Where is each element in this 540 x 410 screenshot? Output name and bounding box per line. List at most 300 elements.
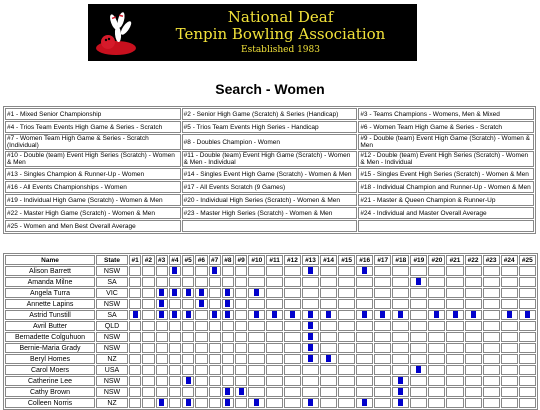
category-cell xyxy=(195,299,207,309)
category-cell xyxy=(320,299,337,309)
category-cell xyxy=(156,354,168,364)
category-cell xyxy=(374,365,391,375)
category-cell: #12 - Double (team) Event High Series (Scratch) - Women & Men - Individual xyxy=(358,151,534,167)
achievement-marker xyxy=(225,300,230,307)
category-cell xyxy=(169,354,181,364)
category-cell xyxy=(338,387,355,397)
category-cell xyxy=(266,398,283,408)
category-cell xyxy=(483,310,500,320)
category-cell: #25 - Women and Men Best Overall Average xyxy=(5,220,181,232)
table-row xyxy=(5,332,536,342)
category-cell xyxy=(182,220,358,232)
category-cell xyxy=(428,354,445,364)
category-cell xyxy=(356,310,373,320)
achievement-marker xyxy=(159,311,164,318)
achievement-marker xyxy=(172,267,177,274)
table-row xyxy=(5,398,536,408)
category-cell xyxy=(222,266,234,276)
achievement-marker xyxy=(199,300,204,307)
achievement-marker xyxy=(172,289,177,296)
category-cell xyxy=(428,376,445,386)
category-cell xyxy=(182,398,194,408)
category-cell xyxy=(302,332,319,342)
category-column-header: #16 xyxy=(356,255,373,265)
category-cell xyxy=(235,398,247,408)
achievement-marker xyxy=(186,399,191,406)
category-cell xyxy=(392,277,409,287)
achievement-marker xyxy=(380,311,385,318)
category-cell xyxy=(156,310,168,320)
category-cell xyxy=(465,387,482,397)
category-cell xyxy=(483,332,500,342)
category-cell xyxy=(483,277,500,287)
table-row xyxy=(5,321,536,331)
achievement-marker xyxy=(308,267,313,274)
category-cell xyxy=(209,387,221,397)
category-cell xyxy=(284,387,301,397)
achievement-marker xyxy=(225,311,230,318)
category-cell xyxy=(302,365,319,375)
category-cell xyxy=(248,354,265,364)
category-cell xyxy=(320,266,337,276)
category-cell xyxy=(209,288,221,298)
category-cell: #2 - Senior High Game (Scratch) & Series (Handicap) xyxy=(182,108,358,120)
category-cell xyxy=(410,365,427,375)
category-cell xyxy=(338,354,355,364)
category-cell: #10 - Double (team) Event High Series (Scratch) - Women & Men xyxy=(5,151,181,167)
category-cell xyxy=(483,398,500,408)
category-cell xyxy=(222,365,234,375)
category-cell xyxy=(284,310,301,320)
category-cell xyxy=(182,321,194,331)
category-cell xyxy=(182,387,194,397)
achievement-marker xyxy=(308,333,313,340)
category-cell xyxy=(483,321,500,331)
category-cell xyxy=(501,266,518,276)
achievement-marker xyxy=(362,399,367,406)
category-cell xyxy=(266,288,283,298)
category-cell xyxy=(248,266,265,276)
category-cell xyxy=(338,365,355,375)
category-cell xyxy=(248,321,265,331)
category-cell xyxy=(338,299,355,309)
category-cell xyxy=(374,343,391,353)
category-cell xyxy=(169,288,181,298)
category-column-header: #14 xyxy=(320,255,337,265)
category-cell xyxy=(392,376,409,386)
category-cell xyxy=(356,365,373,375)
category-cell xyxy=(428,321,445,331)
category-cell xyxy=(356,288,373,298)
category-cell xyxy=(195,266,207,276)
category-cell xyxy=(129,277,141,287)
results-header-row xyxy=(5,255,536,265)
category-cell xyxy=(356,277,373,287)
category-row xyxy=(5,134,534,150)
category-cell xyxy=(465,354,482,364)
category-cell xyxy=(410,321,427,331)
category-cell xyxy=(410,332,427,342)
category-cell xyxy=(266,310,283,320)
category-cell xyxy=(410,376,427,386)
table-row xyxy=(5,299,536,309)
achievement-marker xyxy=(308,311,313,318)
category-cell xyxy=(356,387,373,397)
category-cell xyxy=(222,354,234,364)
category-cell xyxy=(392,266,409,276)
category-cell xyxy=(182,277,194,287)
category-cell xyxy=(129,266,141,276)
category-cell xyxy=(248,376,265,386)
category-cell xyxy=(142,343,154,353)
category-cell xyxy=(501,332,518,342)
category-cell xyxy=(302,310,319,320)
category-cell xyxy=(182,343,194,353)
category-column-header: #22 xyxy=(465,255,482,265)
category-cell xyxy=(501,288,518,298)
category-cell xyxy=(302,266,319,276)
category-cell xyxy=(428,277,445,287)
banner-title-line2: Tenpin Bowling Association xyxy=(175,24,386,43)
category-cell xyxy=(209,332,221,342)
category-cell xyxy=(302,387,319,397)
association-banner xyxy=(88,4,417,61)
category-cell xyxy=(284,343,301,353)
category-cell xyxy=(465,343,482,353)
category-cell xyxy=(374,288,391,298)
category-cell xyxy=(169,332,181,342)
achievement-marker xyxy=(362,267,367,274)
category-cell xyxy=(182,354,194,364)
state-column-header: State xyxy=(96,255,128,265)
bowler-name: Annette Lapins xyxy=(5,299,95,309)
category-cell xyxy=(129,299,141,309)
category-cell xyxy=(356,266,373,276)
category-cell xyxy=(428,398,445,408)
category-cell xyxy=(519,387,536,397)
category-cell xyxy=(519,266,536,276)
category-cell xyxy=(358,220,534,232)
category-cell: #21 - Master & Queen Champion & Runner-Up xyxy=(358,194,534,206)
category-cell xyxy=(519,365,536,375)
category-cell xyxy=(266,299,283,309)
bowler-state: NSW xyxy=(96,376,128,386)
category-cell xyxy=(428,343,445,353)
category-column-header: #6 xyxy=(195,255,207,265)
category-cell xyxy=(428,288,445,298)
category-row xyxy=(5,220,534,232)
category-cell xyxy=(338,376,355,386)
bowler-name: Carol Moers xyxy=(5,365,95,375)
category-cell xyxy=(410,343,427,353)
category-cell xyxy=(392,365,409,375)
category-cell xyxy=(302,299,319,309)
category-cell xyxy=(356,343,373,353)
achievement-marker xyxy=(471,311,476,318)
category-cell xyxy=(519,277,536,287)
category-cell xyxy=(519,288,536,298)
table-row xyxy=(5,387,536,397)
category-cell xyxy=(142,288,154,298)
page-title: Search - Women xyxy=(215,81,325,97)
category-cell xyxy=(156,321,168,331)
category-cell: #4 - Trios Team Events High Game & Series - Scratch xyxy=(5,121,181,133)
category-cell xyxy=(222,310,234,320)
category-cell xyxy=(465,332,482,342)
bowler-state: NZ xyxy=(96,398,128,408)
category-cell xyxy=(483,387,500,397)
category-cell xyxy=(483,376,500,386)
category-cell xyxy=(156,266,168,276)
category-cell xyxy=(209,343,221,353)
category-legend-table xyxy=(3,106,536,234)
banner-established: Established 1983 xyxy=(241,44,320,55)
category-cell: #8 - Doubles Champion - Women xyxy=(182,134,358,150)
category-cell xyxy=(356,376,373,386)
achievement-marker xyxy=(186,289,191,296)
category-cell xyxy=(320,354,337,364)
category-cell xyxy=(209,266,221,276)
achievement-marker xyxy=(272,311,277,318)
category-cell xyxy=(501,387,518,397)
category-column-header: #1 xyxy=(129,255,141,265)
category-cell xyxy=(129,332,141,342)
category-cell xyxy=(501,321,518,331)
category-cell: #23 - Master High Series (Scratch) - Women & Men xyxy=(182,207,358,219)
category-cell xyxy=(169,321,181,331)
category-cell xyxy=(142,365,154,375)
category-cell xyxy=(465,288,482,298)
category-cell xyxy=(320,343,337,353)
category-cell xyxy=(156,288,168,298)
category-cell xyxy=(248,277,265,287)
bowler-name: Bernie-Maria Grady xyxy=(5,343,95,353)
achievement-marker xyxy=(254,311,259,318)
category-cell xyxy=(222,398,234,408)
category-cell xyxy=(169,398,181,408)
category-cell xyxy=(222,343,234,353)
category-cell xyxy=(248,343,265,353)
category-cell xyxy=(410,310,427,320)
category-cell xyxy=(483,354,500,364)
category-cell xyxy=(248,387,265,397)
category-cell xyxy=(320,365,337,375)
category-cell: #13 - Singles Champion & Runner-Up - Women xyxy=(5,168,181,180)
category-cell xyxy=(428,266,445,276)
category-column-header: #19 xyxy=(410,255,427,265)
category-cell xyxy=(338,266,355,276)
category-cell xyxy=(483,266,500,276)
category-cell: #22 - Master High Game (Scratch) - Women & Men xyxy=(5,207,181,219)
bowler-state: QLD xyxy=(96,321,128,331)
bowler-state: NZ xyxy=(96,354,128,364)
category-cell xyxy=(392,288,409,298)
category-cell xyxy=(501,343,518,353)
achievement-marker xyxy=(290,311,295,318)
category-column-header: #23 xyxy=(483,255,500,265)
category-row xyxy=(5,121,534,133)
bowler-state: NSW xyxy=(96,343,128,353)
category-cell xyxy=(156,365,168,375)
category-cell xyxy=(302,398,319,408)
category-cell: #6 - Women Team High Game & Series - Scratch xyxy=(358,121,534,133)
category-cell xyxy=(169,376,181,386)
table-row xyxy=(5,277,536,287)
achievement-marker xyxy=(308,322,313,329)
category-cell xyxy=(266,376,283,386)
category-cell xyxy=(182,299,194,309)
category-column-header: #2 xyxy=(142,255,154,265)
category-cell xyxy=(519,310,536,320)
category-cell xyxy=(446,288,463,298)
category-cell xyxy=(519,299,536,309)
category-cell xyxy=(195,332,207,342)
category-cell xyxy=(284,277,301,287)
bowler-name: Alison Barrett xyxy=(5,266,95,276)
achievement-marker xyxy=(186,311,191,318)
results-table xyxy=(3,253,538,410)
category-cell xyxy=(392,321,409,331)
category-cell xyxy=(446,376,463,386)
category-cell xyxy=(169,299,181,309)
category-cell xyxy=(501,299,518,309)
category-cell xyxy=(156,398,168,408)
category-cell xyxy=(235,354,247,364)
category-column-header: #25 xyxy=(519,255,536,265)
category-cell xyxy=(222,277,234,287)
category-cell xyxy=(483,299,500,309)
category-cell xyxy=(235,376,247,386)
category-cell xyxy=(266,365,283,375)
category-cell xyxy=(519,398,536,408)
category-cell xyxy=(142,398,154,408)
category-cell xyxy=(446,266,463,276)
category-column-header: #5 xyxy=(182,255,194,265)
category-cell xyxy=(410,387,427,397)
category-cell xyxy=(356,398,373,408)
bowler-name: Angela Turra xyxy=(5,288,95,298)
category-cell xyxy=(483,343,500,353)
table-row xyxy=(5,288,536,298)
category-cell: #19 - Individual High Game (Scratch) - Women & Men xyxy=(5,194,181,206)
category-cell xyxy=(142,266,154,276)
category-cell xyxy=(410,288,427,298)
category-cell xyxy=(501,376,518,386)
achievement-marker xyxy=(434,311,439,318)
category-column-header: #18 xyxy=(392,255,409,265)
category-cell xyxy=(392,310,409,320)
category-cell xyxy=(142,277,154,287)
category-cell xyxy=(428,365,445,375)
category-cell xyxy=(465,277,482,287)
category-cell xyxy=(465,266,482,276)
category-column-header: #9 xyxy=(235,255,247,265)
category-row xyxy=(5,168,534,180)
category-cell xyxy=(338,398,355,408)
banner-title-line1: National Deaf xyxy=(227,7,334,26)
category-cell xyxy=(392,398,409,408)
category-cell xyxy=(222,332,234,342)
category-cell xyxy=(320,288,337,298)
category-cell xyxy=(519,376,536,386)
category-cell xyxy=(129,343,141,353)
category-cell xyxy=(410,354,427,364)
category-cell xyxy=(302,277,319,287)
category-cell xyxy=(156,387,168,397)
category-cell: #5 - Trios Team Events High Series - Handicap xyxy=(182,121,358,133)
category-cell xyxy=(320,376,337,386)
category-cell xyxy=(284,332,301,342)
category-cell xyxy=(374,310,391,320)
category-cell xyxy=(446,354,463,364)
achievement-marker xyxy=(308,399,313,406)
category-cell xyxy=(446,365,463,375)
achievement-marker xyxy=(199,289,204,296)
category-cell xyxy=(519,354,536,364)
category-cell xyxy=(320,332,337,342)
bowler-name: Catherine Lee xyxy=(5,376,95,386)
category-cell xyxy=(209,310,221,320)
category-cell: #15 - Singles Event High Series (Scratch) - Women & Men xyxy=(358,168,534,180)
achievement-marker xyxy=(172,311,177,318)
category-cell xyxy=(222,299,234,309)
category-cell xyxy=(129,310,141,320)
category-cell xyxy=(428,332,445,342)
category-cell xyxy=(501,310,518,320)
category-cell xyxy=(195,387,207,397)
category-cell xyxy=(519,321,536,331)
category-cell xyxy=(266,321,283,331)
category-cell xyxy=(142,376,154,386)
category-cell xyxy=(465,365,482,375)
category-cell xyxy=(248,288,265,298)
category-column-header: #4 xyxy=(169,255,181,265)
bowler-name: Astrid Tunstill xyxy=(5,310,95,320)
category-cell xyxy=(142,387,154,397)
achievement-marker xyxy=(362,311,367,318)
category-cell xyxy=(195,354,207,364)
achievement-marker xyxy=(308,355,313,362)
category-cell xyxy=(392,343,409,353)
category-column-header: #8 xyxy=(222,255,234,265)
achievement-marker xyxy=(507,311,512,318)
bowler-name: Bernadette Colguhuon xyxy=(5,332,95,342)
category-column-header: #21 xyxy=(446,255,463,265)
category-cell: #7 - Women Team High Game & Series - Scratch (Individual) xyxy=(5,134,181,150)
bowler-state: SA xyxy=(96,277,128,287)
category-cell xyxy=(266,354,283,364)
category-cell xyxy=(129,376,141,386)
category-cell xyxy=(156,332,168,342)
category-cell xyxy=(235,332,247,342)
category-cell xyxy=(248,365,265,375)
category-cell xyxy=(195,398,207,408)
achievement-marker xyxy=(398,377,403,384)
category-cell xyxy=(169,387,181,397)
bowler-state: SA xyxy=(96,310,128,320)
bowler-state: USA xyxy=(96,365,128,375)
category-cell xyxy=(266,343,283,353)
category-cell xyxy=(222,321,234,331)
category-cell xyxy=(446,332,463,342)
achievement-marker xyxy=(326,311,331,318)
category-column-header: #3 xyxy=(156,255,168,265)
category-cell xyxy=(320,310,337,320)
category-cell xyxy=(169,266,181,276)
achievement-marker xyxy=(212,311,217,318)
category-cell xyxy=(428,299,445,309)
category-cell xyxy=(501,354,518,364)
